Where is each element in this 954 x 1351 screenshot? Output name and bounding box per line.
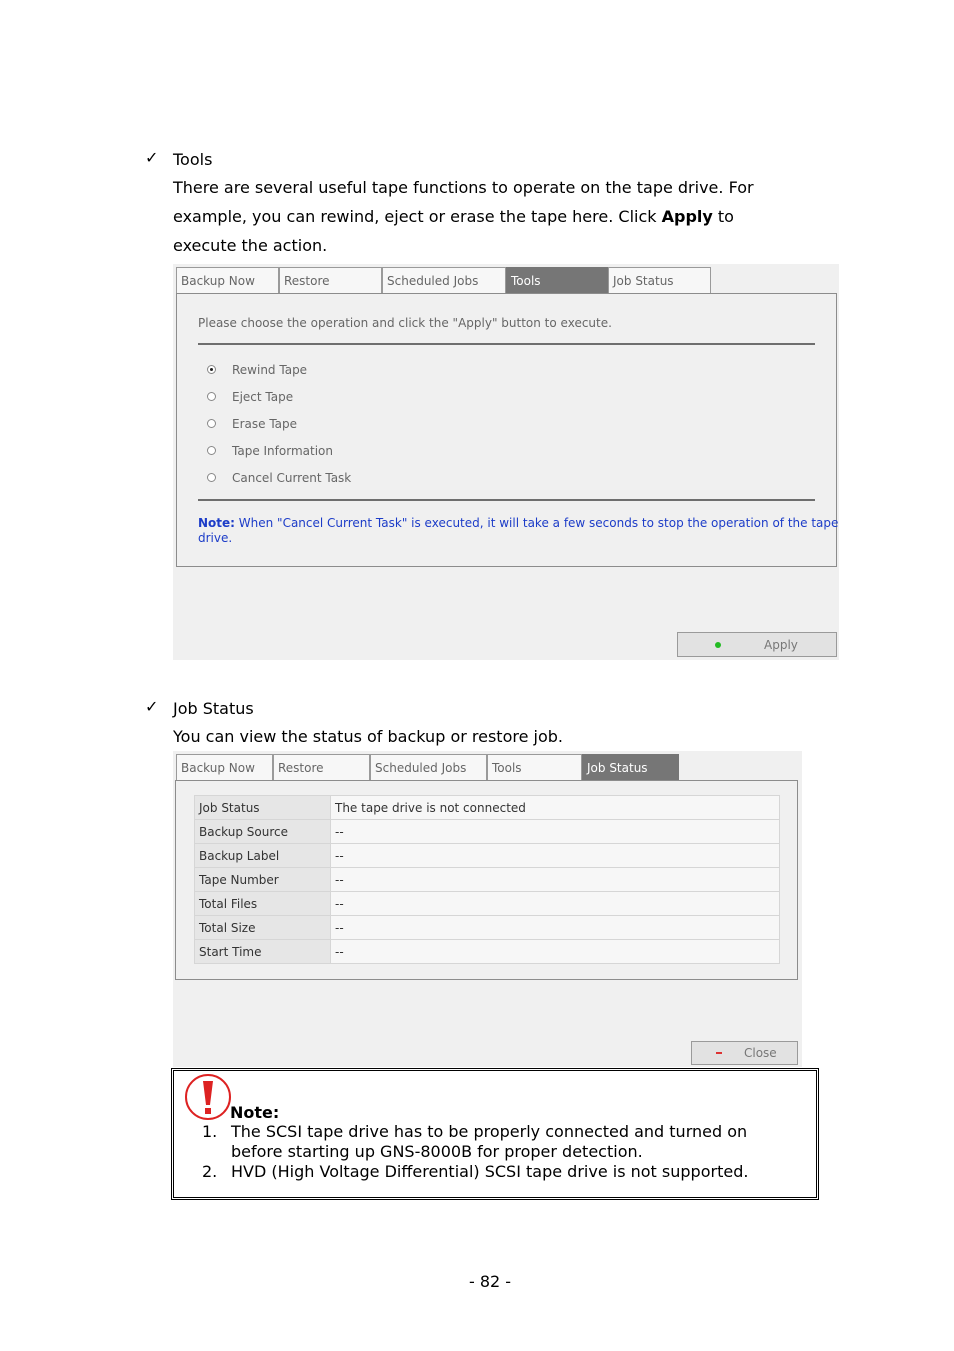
row-key: Backup Label <box>195 844 331 868</box>
row-key: Backup Source <box>195 820 331 844</box>
job-status-paragraph: You can view the status of backup or restore job. <box>173 727 563 746</box>
tools-paragraph <box>173 173 754 260</box>
tools-para-line-3: execute the action. <box>173 236 328 255</box>
tab-job-status[interactable]: Job Status <box>582 754 679 780</box>
tools-para-line-2-post: to <box>712 207 734 226</box>
apply-keyword: Apply <box>661 207 713 226</box>
row-key: Total Files <box>195 892 331 916</box>
note-item-line-1: The SCSI tape drive has to be properly connected and turned on <box>231 1122 748 1141</box>
status-dot-icon <box>715 642 721 648</box>
note-title: Note: <box>230 1103 280 1122</box>
tab-job-status[interactable]: Job Status <box>608 267 711 293</box>
row-value: The tape drive is not connected <box>331 796 780 820</box>
apply-button-label: Apply <box>764 638 798 652</box>
row-key: Start Time <box>195 940 331 964</box>
tools-para-line-2-pre: example, you can rewind, eject or erase the tape here. Click <box>173 207 662 226</box>
radio-selected-icon[interactable] <box>207 365 216 374</box>
job-status-panel <box>175 780 798 980</box>
note-item-number: 2. <box>202 1162 218 1181</box>
tab-scheduled-jobs[interactable]: Scheduled Jobs <box>370 754 487 780</box>
tab-scheduled-jobs[interactable]: Scheduled Jobs <box>382 267 506 293</box>
tools-tab-bar <box>176 267 711 293</box>
row-key: Job Status <box>195 796 331 820</box>
option-label: Rewind Tape <box>232 363 308 377</box>
table-row <box>195 892 780 916</box>
note-item-line-2: before starting up GNS-8000B for proper detection. <box>231 1142 643 1161</box>
row-value: -- <box>331 820 780 844</box>
tab-restore[interactable]: Restore <box>279 267 382 293</box>
warning-icon <box>182 1073 234 1121</box>
row-value: -- <box>331 868 780 892</box>
table-row <box>195 844 780 868</box>
checkmark-icon: ✓ <box>145 148 159 167</box>
tools-para-line-2 <box>173 202 754 231</box>
option-label: Tape Information <box>232 444 333 458</box>
top-divider <box>198 343 815 345</box>
table-row <box>195 940 780 964</box>
radio-icon[interactable] <box>207 446 216 455</box>
tools-note-line-2: drive. <box>198 531 233 545</box>
tools-heading: Tools <box>173 150 213 169</box>
option-label: Erase Tape <box>232 417 298 431</box>
option-label: Eject Tape <box>232 390 294 404</box>
row-value: -- <box>331 892 780 916</box>
tools-note-text: When "Cancel Current Task" is executed, it will take a few seconds to stop the operation of the tape <box>234 516 839 530</box>
tools-screenshot <box>173 264 839 660</box>
table-row <box>195 868 780 892</box>
tools-note-line-1 <box>198 516 839 531</box>
row-key: Tape Number <box>195 868 331 892</box>
note-item-number: 1. <box>202 1122 218 1141</box>
option-label: Cancel Current Task <box>232 471 352 485</box>
job-status-table <box>194 795 780 964</box>
close-icon <box>716 1052 722 1054</box>
tools-note-label: Note: <box>198 516 235 530</box>
page-number: - 82 - <box>468 1272 512 1291</box>
radio-icon[interactable] <box>207 392 216 401</box>
note-box <box>171 1068 819 1200</box>
radio-icon[interactable] <box>207 473 216 482</box>
apply-button[interactable] <box>677 632 837 657</box>
tab-backup-now[interactable]: Backup Now <box>176 267 279 293</box>
tab-backup-now[interactable]: Backup Now <box>176 754 273 780</box>
job-tab-bar <box>176 754 679 780</box>
tab-restore[interactable]: Restore <box>273 754 370 780</box>
job-status-heading: Job Status <box>173 699 254 718</box>
bottom-divider <box>198 499 815 501</box>
tab-tools[interactable]: Tools <box>487 754 582 780</box>
row-key: Total Size <box>195 916 331 940</box>
radio-icon[interactable] <box>207 419 216 428</box>
table-row <box>195 820 780 844</box>
row-value: -- <box>331 940 780 964</box>
job-status-screenshot <box>173 751 802 1067</box>
close-button-label: Close <box>744 1046 777 1060</box>
note-item-line-1: HVD (High Voltage Differential) SCSI tape drive is not supported. <box>231 1162 749 1181</box>
tools-panel <box>176 293 837 567</box>
tools-note <box>198 516 839 546</box>
table-row <box>195 796 780 820</box>
tools-para-line-1: There are several useful tape functions to operate on the tape drive. For <box>173 178 754 197</box>
row-value: -- <box>331 916 780 940</box>
table-row <box>195 916 780 940</box>
row-value: -- <box>331 844 780 868</box>
tab-tools[interactable]: Tools <box>506 267 608 293</box>
checkmark-icon: ✓ <box>145 697 159 716</box>
close-button[interactable] <box>691 1041 798 1065</box>
tools-instruction: Please choose the operation and click the "Apply" button to execute. <box>198 316 612 330</box>
